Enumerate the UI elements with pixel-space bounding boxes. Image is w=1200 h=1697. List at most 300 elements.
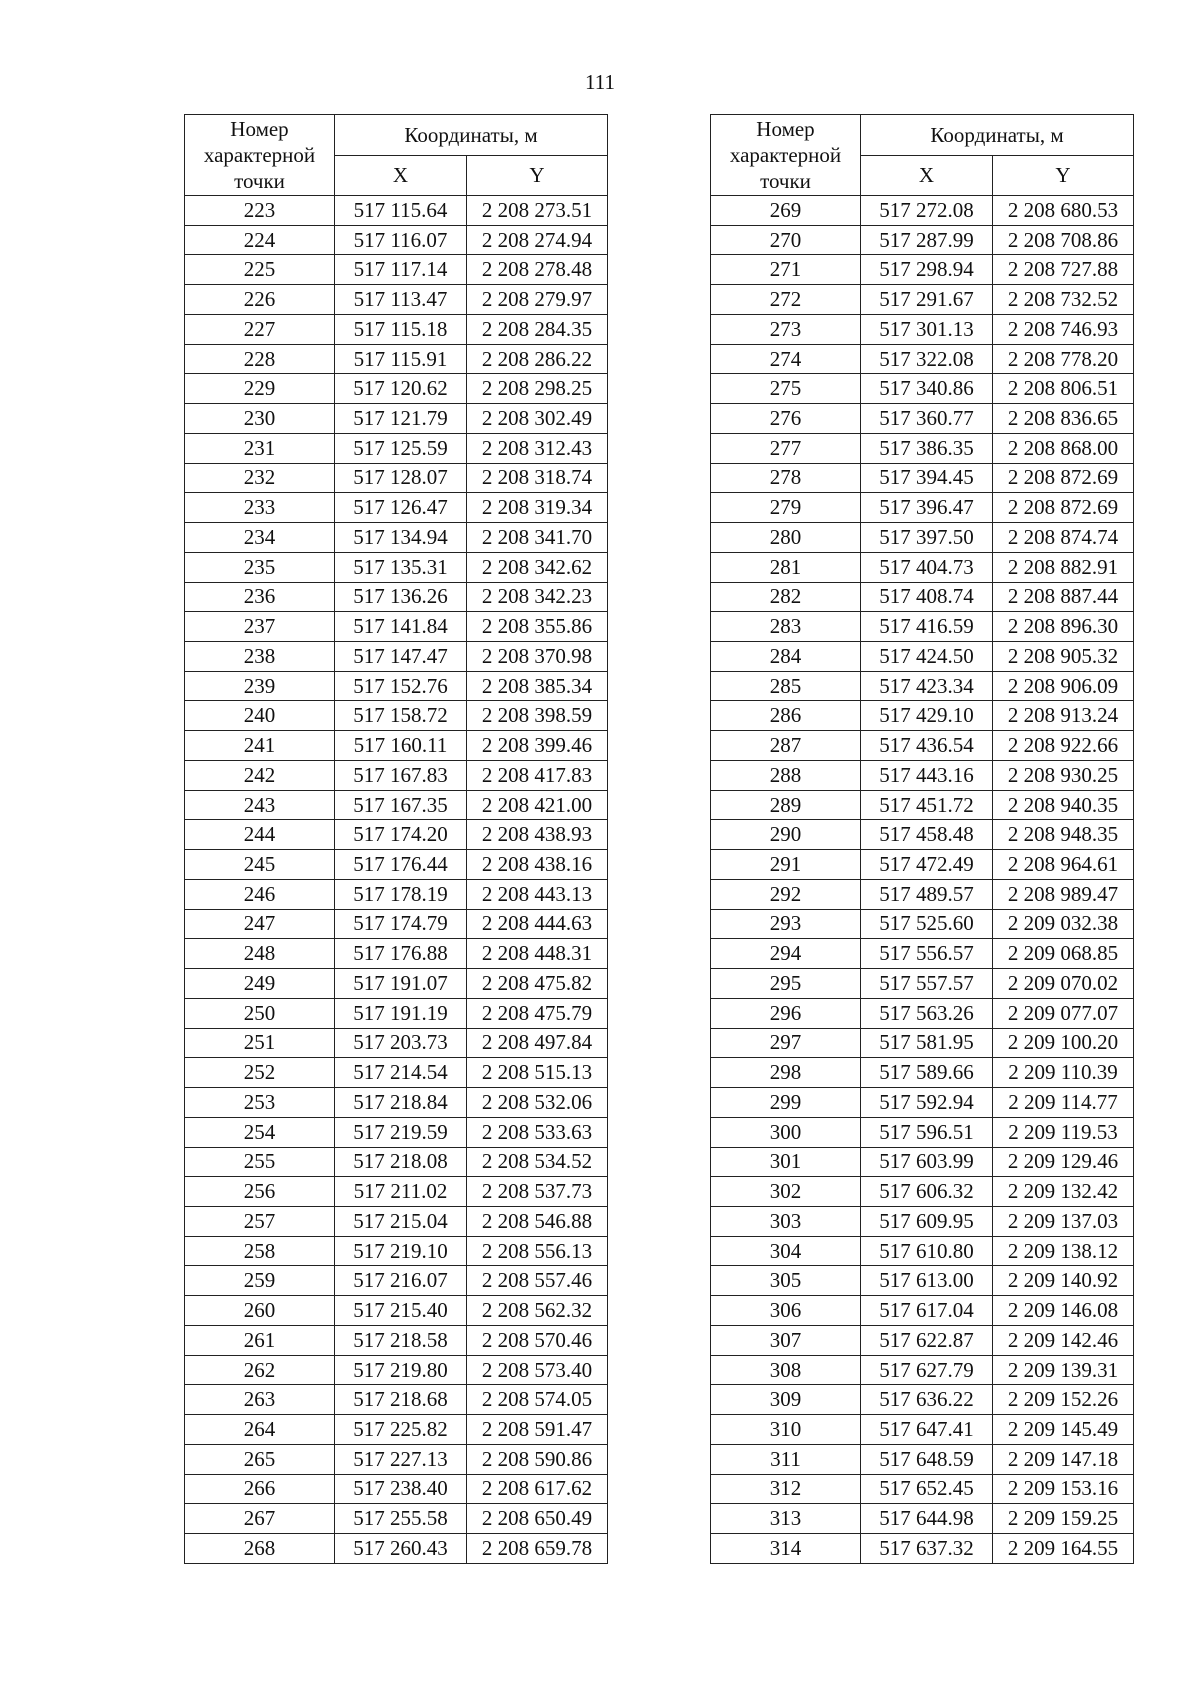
table-row: [711, 374, 1134, 404]
y-coordinate-cell: 2 208 896.30: [993, 612, 1134, 642]
table-row: [711, 760, 1134, 790]
point-number-cell: 229: [185, 374, 335, 404]
point-number-cell: 295: [711, 969, 861, 999]
point-number-header: Номер характерной точки: [711, 115, 861, 196]
y-coordinate-cell: 2 208 342.62: [467, 552, 608, 582]
table-row: [185, 1444, 608, 1474]
table-row: [711, 909, 1134, 939]
table-row: [711, 1147, 1134, 1177]
x-coordinate-cell: 517 637.32: [861, 1534, 993, 1564]
table-row: [711, 1474, 1134, 1504]
table-row: [185, 1028, 608, 1058]
table-row: [185, 1504, 608, 1534]
x-coordinate-cell: 517 211.02: [335, 1177, 467, 1207]
x-coordinate-cell: 517 121.79: [335, 404, 467, 434]
y-coordinate-cell: 2 208 534.52: [467, 1147, 608, 1177]
y-header: Y: [993, 156, 1134, 196]
table-row: [711, 344, 1134, 374]
y-coordinate-cell: 2 208 438.16: [467, 850, 608, 880]
x-coordinate-cell: 517 386.35: [861, 433, 993, 463]
x-coordinate-cell: 517 227.13: [335, 1444, 467, 1474]
y-coordinate-cell: 2 208 948.35: [993, 820, 1134, 850]
point-number-cell: 247: [185, 909, 335, 939]
y-coordinate-cell: 2 209 137.03: [993, 1206, 1134, 1236]
x-coordinate-cell: 517 622.87: [861, 1325, 993, 1355]
point-number-cell: 279: [711, 493, 861, 523]
y-coordinate-cell: 2 208 570.46: [467, 1325, 608, 1355]
point-number-cell: 312: [711, 1474, 861, 1504]
table-row: [711, 969, 1134, 999]
x-coordinate-cell: 517 424.50: [861, 642, 993, 672]
table-row: [711, 1206, 1134, 1236]
y-coordinate-cell: 2 208 417.83: [467, 760, 608, 790]
y-header: Y: [467, 156, 608, 196]
y-coordinate-cell: 2 209 100.20: [993, 1028, 1134, 1058]
x-coordinate-cell: 517 397.50: [861, 523, 993, 553]
y-coordinate-cell: 2 208 273.51: [467, 196, 608, 226]
point-number-cell: 243: [185, 790, 335, 820]
table-row: [711, 463, 1134, 493]
table-row: [185, 404, 608, 434]
point-number-cell: 294: [711, 939, 861, 969]
y-coordinate-cell: 2 208 443.13: [467, 879, 608, 909]
table-row: [711, 582, 1134, 612]
x-coordinate-cell: 517 218.68: [335, 1385, 467, 1415]
x-coordinate-cell: 517 609.95: [861, 1206, 993, 1236]
point-number-cell: 272: [711, 285, 861, 315]
y-coordinate-cell: 2 208 319.34: [467, 493, 608, 523]
x-coordinate-cell: 517 147.47: [335, 642, 467, 672]
x-coordinate-cell: 517 458.48: [861, 820, 993, 850]
point-number-cell: 236: [185, 582, 335, 612]
x-coordinate-cell: 517 174.20: [335, 820, 467, 850]
table-row: [711, 523, 1134, 553]
y-coordinate-cell: 2 208 556.13: [467, 1236, 608, 1266]
table-row: [711, 1534, 1134, 1564]
x-coordinate-cell: 517 613.00: [861, 1266, 993, 1296]
y-coordinate-cell: 2 209 147.18: [993, 1444, 1134, 1474]
x-coordinate-cell: 517 135.31: [335, 552, 467, 582]
table-row: [711, 552, 1134, 582]
x-coordinate-cell: 517 644.98: [861, 1504, 993, 1534]
x-coordinate-cell: 517 360.77: [861, 404, 993, 434]
point-number-cell: 267: [185, 1504, 335, 1534]
table-row: [711, 701, 1134, 731]
table-row: [185, 1355, 608, 1385]
x-coordinate-cell: 517 322.08: [861, 344, 993, 374]
table-row: [711, 1385, 1134, 1415]
x-coordinate-cell: 517 489.57: [861, 879, 993, 909]
x-coordinate-cell: 517 215.40: [335, 1296, 467, 1326]
point-number-cell: 275: [711, 374, 861, 404]
x-coordinate-cell: 517 225.82: [335, 1415, 467, 1445]
table-header: [185, 115, 608, 196]
point-number-cell: 298: [711, 1058, 861, 1088]
y-coordinate-cell: 2 208 475.79: [467, 998, 608, 1028]
x-coordinate-cell: 517 134.94: [335, 523, 467, 553]
x-coordinate-cell: 517 255.58: [335, 1504, 467, 1534]
y-coordinate-cell: 2 209 032.38: [993, 909, 1134, 939]
y-coordinate-cell: 2 208 318.74: [467, 463, 608, 493]
y-coordinate-cell: 2 208 905.32: [993, 642, 1134, 672]
table-row: [185, 1415, 608, 1445]
x-coordinate-cell: 517 238.40: [335, 1474, 467, 1504]
y-coordinate-cell: 2 208 874.74: [993, 523, 1134, 553]
table-row: [185, 374, 608, 404]
x-coordinate-cell: 517 219.59: [335, 1117, 467, 1147]
x-coordinate-cell: 517 191.07: [335, 969, 467, 999]
table-row: [185, 1117, 608, 1147]
y-coordinate-cell: 2 208 312.43: [467, 433, 608, 463]
x-coordinate-cell: 517 404.73: [861, 552, 993, 582]
point-number-cell: 283: [711, 612, 861, 642]
point-number-cell: 280: [711, 523, 861, 553]
table-row: [711, 1058, 1134, 1088]
table-row: [185, 1385, 608, 1415]
table-row: [711, 1266, 1134, 1296]
point-number-cell: 234: [185, 523, 335, 553]
x-coordinate-cell: 517 167.35: [335, 790, 467, 820]
y-coordinate-cell: 2 209 077.07: [993, 998, 1134, 1028]
x-coordinate-cell: 517 178.19: [335, 879, 467, 909]
table-row: [711, 1028, 1134, 1058]
table-row: [185, 879, 608, 909]
x-coordinate-cell: 517 260.43: [335, 1534, 467, 1564]
y-coordinate-cell: 2 209 164.55: [993, 1534, 1134, 1564]
y-coordinate-cell: 2 209 132.42: [993, 1177, 1134, 1207]
x-coordinate-cell: 517 636.22: [861, 1385, 993, 1415]
table-row: [711, 879, 1134, 909]
table-row: [185, 463, 608, 493]
x-coordinate-cell: 517 152.76: [335, 671, 467, 701]
y-coordinate-cell: 2 208 286.22: [467, 344, 608, 374]
point-number-cell: 223: [185, 196, 335, 226]
coordinates-table-left: [184, 114, 608, 1564]
point-number-cell: 290: [711, 820, 861, 850]
y-coordinate-cell: 2 209 152.26: [993, 1385, 1134, 1415]
table-row: [185, 1236, 608, 1266]
x-coordinate-cell: 517 451.72: [861, 790, 993, 820]
point-number-cell: 286: [711, 701, 861, 731]
point-number-cell: 274: [711, 344, 861, 374]
point-number-cell: 296: [711, 998, 861, 1028]
point-number-cell: 293: [711, 909, 861, 939]
x-coordinate-cell: 517 113.47: [335, 285, 467, 315]
x-coordinate-cell: 517 218.58: [335, 1325, 467, 1355]
point-number-cell: 226: [185, 285, 335, 315]
x-coordinate-cell: 517 617.04: [861, 1296, 993, 1326]
y-coordinate-cell: 2 209 070.02: [993, 969, 1134, 999]
point-number-cell: 288: [711, 760, 861, 790]
table-row: [711, 998, 1134, 1028]
table-header: [711, 115, 1134, 196]
point-number-cell: 300: [711, 1117, 861, 1147]
table-row: [185, 1058, 608, 1088]
x-coordinate-cell: 517 648.59: [861, 1444, 993, 1474]
y-coordinate-cell: 2 208 868.00: [993, 433, 1134, 463]
y-coordinate-cell: 2 208 448.31: [467, 939, 608, 969]
table-row: [185, 612, 608, 642]
x-coordinate-cell: 517 556.57: [861, 939, 993, 969]
point-number-cell: 311: [711, 1444, 861, 1474]
point-number-cell: 262: [185, 1355, 335, 1385]
y-coordinate-cell: 2 208 562.32: [467, 1296, 608, 1326]
point-number-cell: 277: [711, 433, 861, 463]
table-row: [185, 1325, 608, 1355]
table-row: [711, 285, 1134, 315]
x-coordinate-cell: 517 218.08: [335, 1147, 467, 1177]
point-number-cell: 299: [711, 1088, 861, 1118]
point-number-cell: 307: [711, 1325, 861, 1355]
y-coordinate-cell: 2 208 475.82: [467, 969, 608, 999]
y-coordinate-cell: 2 209 146.08: [993, 1296, 1134, 1326]
y-coordinate-cell: 2 208 355.86: [467, 612, 608, 642]
point-number-cell: 304: [711, 1236, 861, 1266]
x-coordinate-cell: 517 141.84: [335, 612, 467, 642]
y-coordinate-cell: 2 208 298.25: [467, 374, 608, 404]
point-number-cell: 250: [185, 998, 335, 1028]
x-coordinate-cell: 517 563.26: [861, 998, 993, 1028]
point-number-cell: 271: [711, 255, 861, 285]
table-row: [185, 1296, 608, 1326]
x-coordinate-cell: 517 216.07: [335, 1266, 467, 1296]
y-coordinate-cell: 2 209 110.39: [993, 1058, 1134, 1088]
y-coordinate-cell: 2 208 964.61: [993, 850, 1134, 880]
point-number-cell: 289: [711, 790, 861, 820]
x-coordinate-cell: 517 120.62: [335, 374, 467, 404]
table-row: [711, 1415, 1134, 1445]
y-coordinate-cell: 2 209 159.25: [993, 1504, 1134, 1534]
x-coordinate-cell: 517 176.88: [335, 939, 467, 969]
table-row: [711, 1504, 1134, 1534]
point-number-cell: 313: [711, 1504, 861, 1534]
x-coordinate-cell: 517 215.04: [335, 1206, 467, 1236]
point-number-cell: 245: [185, 850, 335, 880]
x-coordinate-cell: 517 525.60: [861, 909, 993, 939]
x-coordinate-cell: 517 298.94: [861, 255, 993, 285]
x-coordinate-cell: 517 160.11: [335, 731, 467, 761]
x-coordinate-cell: 517 443.16: [861, 760, 993, 790]
y-coordinate-cell: 2 208 532.06: [467, 1088, 608, 1118]
point-number-cell: 252: [185, 1058, 335, 1088]
table-row: [185, 344, 608, 374]
table-row: [711, 850, 1134, 880]
x-coordinate-cell: 517 592.94: [861, 1088, 993, 1118]
point-number-cell: 225: [185, 255, 335, 285]
y-coordinate-cell: 2 208 680.53: [993, 196, 1134, 226]
point-number-cell: 297: [711, 1028, 861, 1058]
point-number-cell: 308: [711, 1355, 861, 1385]
table-row: [185, 642, 608, 672]
x-header: X: [861, 156, 993, 196]
point-number-cell: 302: [711, 1177, 861, 1207]
y-coordinate-cell: 2 208 342.23: [467, 582, 608, 612]
y-coordinate-cell: 2 208 922.66: [993, 731, 1134, 761]
point-number-cell: 266: [185, 1474, 335, 1504]
y-coordinate-cell: 2 208 591.47: [467, 1415, 608, 1445]
y-coordinate-cell: 2 208 989.47: [993, 879, 1134, 909]
table-row: [185, 285, 608, 315]
x-coordinate-cell: 517 652.45: [861, 1474, 993, 1504]
table-row: [711, 939, 1134, 969]
y-coordinate-cell: 2 208 732.52: [993, 285, 1134, 315]
y-coordinate-cell: 2 208 708.86: [993, 225, 1134, 255]
table-row: [185, 1147, 608, 1177]
table-row: [711, 820, 1134, 850]
y-coordinate-cell: 2 209 153.16: [993, 1474, 1134, 1504]
table-row: [185, 998, 608, 1028]
coordinates-table-right: [710, 114, 1134, 1564]
point-number-cell: 256: [185, 1177, 335, 1207]
x-coordinate-cell: 517 301.13: [861, 314, 993, 344]
x-coordinate-cell: 517 116.07: [335, 225, 467, 255]
point-number-cell: 264: [185, 1415, 335, 1445]
table-row: [185, 939, 608, 969]
point-number-header: Номер характерной точки: [185, 115, 335, 196]
table-body: [711, 196, 1134, 1564]
table-row: [185, 1474, 608, 1504]
x-coordinate-cell: 517 117.14: [335, 255, 467, 285]
y-coordinate-cell: 2 208 574.05: [467, 1385, 608, 1415]
point-number-cell: 301: [711, 1147, 861, 1177]
y-coordinate-cell: 2 209 145.49: [993, 1415, 1134, 1445]
y-coordinate-cell: 2 208 590.86: [467, 1444, 608, 1474]
y-coordinate-cell: 2 208 872.69: [993, 493, 1134, 523]
x-coordinate-cell: 517 219.10: [335, 1236, 467, 1266]
table-row: [711, 1444, 1134, 1474]
point-number-cell: 276: [711, 404, 861, 434]
point-number-cell: 291: [711, 850, 861, 880]
point-number-cell: 292: [711, 879, 861, 909]
y-coordinate-cell: 2 208 650.49: [467, 1504, 608, 1534]
table-row: [185, 582, 608, 612]
table-row: [185, 731, 608, 761]
point-number-cell: 240: [185, 701, 335, 731]
table-row: [185, 255, 608, 285]
y-coordinate-cell: 2 208 557.46: [467, 1266, 608, 1296]
y-coordinate-cell: 2 209 114.77: [993, 1088, 1134, 1118]
x-coordinate-cell: 517 115.18: [335, 314, 467, 344]
x-coordinate-cell: 517 203.73: [335, 1028, 467, 1058]
y-coordinate-cell: 2 208 533.63: [467, 1117, 608, 1147]
table-row: [711, 225, 1134, 255]
point-number-cell: 258: [185, 1236, 335, 1266]
point-number-cell: 278: [711, 463, 861, 493]
table-row: [711, 1296, 1134, 1326]
y-coordinate-cell: 2 209 119.53: [993, 1117, 1134, 1147]
point-number-cell: 309: [711, 1385, 861, 1415]
y-coordinate-cell: 2 208 438.93: [467, 820, 608, 850]
x-coordinate-cell: 517 472.49: [861, 850, 993, 880]
y-coordinate-cell: 2 208 398.59: [467, 701, 608, 731]
point-number-cell: 248: [185, 939, 335, 969]
x-coordinate-cell: 517 408.74: [861, 582, 993, 612]
table-row: [185, 760, 608, 790]
table-row: [185, 433, 608, 463]
table-row: [711, 612, 1134, 642]
y-coordinate-cell: 2 208 906.09: [993, 671, 1134, 701]
table-row: [711, 255, 1134, 285]
point-number-cell: 282: [711, 582, 861, 612]
point-number-cell: 303: [711, 1206, 861, 1236]
y-coordinate-cell: 2 208 385.34: [467, 671, 608, 701]
point-number-cell: 235: [185, 552, 335, 582]
table-row: [711, 790, 1134, 820]
table-row: [185, 790, 608, 820]
y-coordinate-cell: 2 208 515.13: [467, 1058, 608, 1088]
x-coordinate-cell: 517 125.59: [335, 433, 467, 463]
x-coordinate-cell: 517 115.91: [335, 344, 467, 374]
y-coordinate-cell: 2 208 940.35: [993, 790, 1134, 820]
y-coordinate-cell: 2 208 341.70: [467, 523, 608, 553]
table-row: [185, 1088, 608, 1118]
y-coordinate-cell: 2 208 746.93: [993, 314, 1134, 344]
x-coordinate-cell: 517 429.10: [861, 701, 993, 731]
y-coordinate-cell: 2 208 913.24: [993, 701, 1134, 731]
point-number-cell: 242: [185, 760, 335, 790]
table-row: [185, 493, 608, 523]
point-number-cell: 244: [185, 820, 335, 850]
y-coordinate-cell: 2 209 139.31: [993, 1355, 1134, 1385]
point-number-cell: 255: [185, 1147, 335, 1177]
table-row: [711, 433, 1134, 463]
point-number-cell: 305: [711, 1266, 861, 1296]
point-number-cell: 249: [185, 969, 335, 999]
table-row: [185, 1534, 608, 1564]
coordinates-header: Координаты, м: [335, 115, 608, 156]
x-coordinate-cell: 517 115.64: [335, 196, 467, 226]
y-coordinate-cell: 2 208 887.44: [993, 582, 1134, 612]
x-coordinate-cell: 517 396.47: [861, 493, 993, 523]
table-row: [185, 225, 608, 255]
x-coordinate-cell: 517 176.44: [335, 850, 467, 880]
y-coordinate-cell: 2 208 778.20: [993, 344, 1134, 374]
point-number-cell: 273: [711, 314, 861, 344]
x-coordinate-cell: 517 218.84: [335, 1088, 467, 1118]
y-coordinate-cell: 2 208 806.51: [993, 374, 1134, 404]
table-row: [185, 196, 608, 226]
x-coordinate-cell: 517 126.47: [335, 493, 467, 523]
point-number-cell: 261: [185, 1325, 335, 1355]
table-body: [185, 196, 608, 1564]
y-coordinate-cell: 2 208 617.62: [467, 1474, 608, 1504]
x-header: X: [335, 156, 467, 196]
x-coordinate-cell: 517 436.54: [861, 731, 993, 761]
point-number-cell: 270: [711, 225, 861, 255]
point-number-cell: 230: [185, 404, 335, 434]
x-coordinate-cell: 517 603.99: [861, 1147, 993, 1177]
table-row: [185, 671, 608, 701]
table-row: [711, 1355, 1134, 1385]
table-row: [711, 1088, 1134, 1118]
y-coordinate-cell: 2 208 421.00: [467, 790, 608, 820]
table-row: [711, 1236, 1134, 1266]
table-row: [185, 909, 608, 939]
point-number-cell: 251: [185, 1028, 335, 1058]
y-coordinate-cell: 2 208 302.49: [467, 404, 608, 434]
point-number-cell: 268: [185, 1534, 335, 1564]
coordinates-header: Координаты, м: [861, 115, 1134, 156]
x-coordinate-cell: 517 589.66: [861, 1058, 993, 1088]
table-row: [185, 701, 608, 731]
y-coordinate-cell: 2 208 573.40: [467, 1355, 608, 1385]
table-row: [711, 493, 1134, 523]
x-coordinate-cell: 517 581.95: [861, 1028, 993, 1058]
x-coordinate-cell: 517 174.79: [335, 909, 467, 939]
point-number-cell: 253: [185, 1088, 335, 1118]
y-coordinate-cell: 2 208 872.69: [993, 463, 1134, 493]
x-coordinate-cell: 517 416.59: [861, 612, 993, 642]
